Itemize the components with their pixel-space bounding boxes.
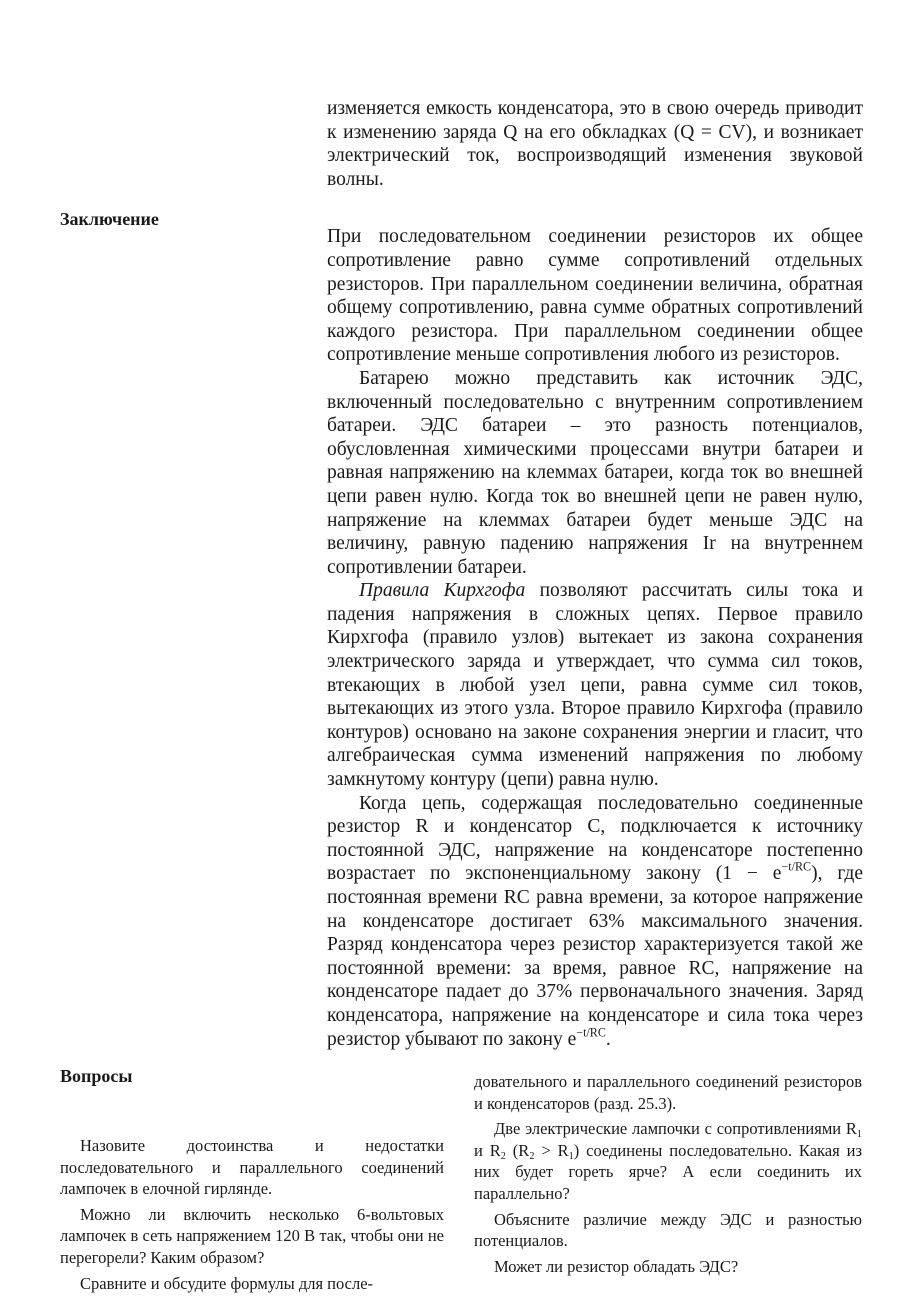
- subscript: 1: [568, 1150, 574, 1162]
- question-text: Две электрические лампочки с сопротивлениями R: [494, 1119, 857, 1139]
- question-item: Сравните и обсудите формулы для после-: [80, 1273, 374, 1293]
- subscript: 2: [529, 1150, 535, 1162]
- subscript: 1: [856, 1129, 862, 1141]
- main-text-column: [327, 97, 863, 1051]
- questions-heading: Вопросы: [60, 1066, 133, 1086]
- conclusion-heading: Заключение: [60, 209, 159, 229]
- subscript: 2: [500, 1150, 506, 1162]
- question-continuation: довательного и параллельного соединений резисторов и конденсаторов (разд. 25.3).: [474, 1072, 862, 1113]
- summary-paragraph-2: Батарею можно представить как источник ЭДС, включенный последовательно с внутренним сопротивлением батареи. ЭДС батареи – это разность потенциалов, обусловленная химическими процессами внутри батареи и равная напряжению на клеммах батареи, когда ток во внешней цепи равен нулю. Когда ток во внешней цепи не равен нулю, напряжение на клеммах батареи будет меньше ЭДС на величину, равную падению напряжения Ir на внутреннем сопротивлении батареи.: [327, 367, 863, 578]
- exponent-formula: −t/RC: [781, 859, 812, 874]
- questions-left-column: [60, 1135, 444, 1298]
- question-text: > R: [534, 1140, 569, 1160]
- summary-paragraph-1: При последовательном соединении резисторов их общее сопротивление равно сумме сопротивлений отдельных резисторов. При параллельном соединении величина, обратная общему сопротивлению, равна сумме обратных сопротивлений каждого резистора. При параллельном соединении общее сопротивление меньше сопротивления любого из резисторов.: [327, 226, 863, 366]
- summary-paragraph-4: [327, 792, 863, 1052]
- question-item: Назовите достоинства и недостатки последовательного и параллельного соединений лампочек в елочной гирлянде.: [60, 1136, 444, 1199]
- question-text: и R: [474, 1140, 501, 1160]
- summary-paragraph-3: [327, 579, 863, 791]
- question-text: ) соединены последовательно. Какая из них будет гореть ярче? А если соединить их параллельно?: [474, 1140, 862, 1203]
- questions-right-column: [474, 1071, 862, 1281]
- summary-paragraph-4-text-a: Когда цепь, содержащая последовательно соединенные резистор R и конденсатор C, подключается к источнику постоянной ЭДС, напряжение на конденсаторе постепенно возрастает по экспоненциальному закону (1 − e: [327, 792, 863, 885]
- kirchhoff-rules-term: Правила Кирхгофа: [359, 580, 526, 602]
- question-item: [474, 1118, 862, 1204]
- question-item: Можно ли включить несколько 6-вольтовых лампочек в сеть напряжением 120 В так, чтобы они не перегорели? Каким образом?: [60, 1204, 444, 1267]
- summary-paragraph-4-text-b: ), где постоянная времени RC равна времени, за которое напряжение на конденсаторе достигает 63% максимального значения. Разряд конденсатора через резистор характеризуется такой же постоянной времени: за время, равное RC, напряжение на конденсаторе падает до 37% первоначального значения. Заряд конденсатора, напряжение на конденсаторе и сила тока через резистор убывают по закону e: [327, 863, 863, 1050]
- carryover-paragraph: изменяется емкость конденсатора, это в свою очередь приводит к изменению заряда Q на его обкладках (Q = CV), и возникает электрический ток, воспроизводящий изменения звуковой волны.: [327, 98, 863, 190]
- question-item: Объясните различие между ЭДС и разностью потенциалов.: [474, 1209, 862, 1251]
- summary-paragraph-4-end: .: [605, 1028, 611, 1050]
- question-text: (R: [505, 1140, 530, 1160]
- question-item: Может ли резистор обладать ЭДС?: [494, 1256, 739, 1276]
- exponent-formula: −t/RC: [576, 1025, 606, 1040]
- summary-paragraph-3-text: позволяют рассчитать силы тока и падения напряжения в сложных цепях. Первое правило Кирхгофа (правило узлов) вытекает из закона сохранения электрического заряда и утверждает, что сумма сил токов, втекающих в любой узел цепи, равна сумме сил токов, вытекающих из этого узла. Второе правило Кирхгофа (правило контуров) основано на законе сохранения энергии и гласит, что алгебраическая сумма изменений напряжения по любому замкнутому контуру (цепи) равна нулю.: [327, 580, 863, 791]
